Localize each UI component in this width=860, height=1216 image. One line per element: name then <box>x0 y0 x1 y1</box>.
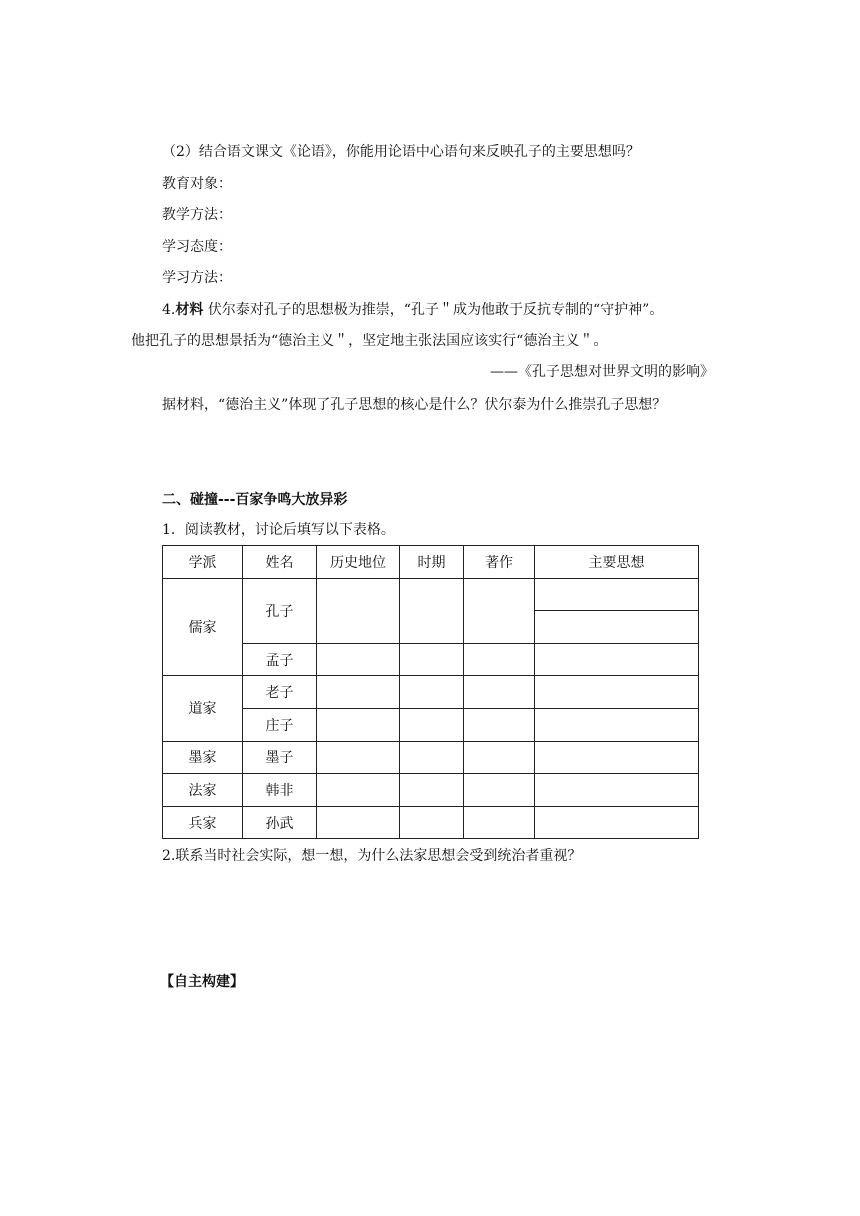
name-cell: 老子 <box>243 676 317 709</box>
table-row <box>163 774 699 807</box>
works-input-cell[interactable] <box>464 774 535 807</box>
school-cell: 道家 <box>163 676 243 741</box>
thought-input-cell[interactable] <box>535 774 699 807</box>
name-cell: 韩非 <box>243 774 317 807</box>
thought-input-cell[interactable] <box>535 676 699 709</box>
header-period: 时期 <box>400 546 464 579</box>
name-cell: 墨子 <box>243 741 317 774</box>
period-input-cell[interactable] <box>400 676 464 709</box>
section-2-title: 二、碰撞---百家争鸣大放异彩 <box>162 492 348 508</box>
name-cell: 孙武 <box>243 806 317 839</box>
header-works: 著作 <box>464 546 535 579</box>
thought-input-cell[interactable] <box>535 578 699 611</box>
thought-input-cell[interactable] <box>535 708 699 741</box>
period-input-cell[interactable] <box>400 774 464 807</box>
header-main-thought: 主要思想 <box>535 546 699 579</box>
status-input-cell[interactable] <box>317 741 400 774</box>
period-input-cell[interactable] <box>400 578 464 643</box>
material-line-2: 他把孔子的思想景括为“德治主义＂，坚定地主张法国应该实行“德治主义＂。 <box>131 333 608 349</box>
material-text-1: 伏尔泰对孔子的思想极为推崇，“孔子＂成为他敢于反抗专制的“守护神”。 <box>207 302 664 318</box>
table-row <box>163 806 699 839</box>
material-source: ——《孔子思想对世界文明的影响》 <box>490 364 714 380</box>
status-input-cell[interactable] <box>317 774 400 807</box>
school-cell: 法家 <box>163 774 243 807</box>
table-instruction: 1．阅读教材，讨论后填写以下表格。 <box>162 522 395 538</box>
item-education-target: 教育对象： <box>162 176 232 192</box>
works-input-cell[interactable] <box>464 643 535 676</box>
works-input-cell[interactable] <box>464 578 535 643</box>
question-2-text: （2）结合语文课文《论语》，你能用论语中心语句来反映孔子的主要思想吗？ <box>162 144 640 160</box>
status-input-cell[interactable] <box>317 806 400 839</box>
schools-table <box>162 545 699 839</box>
item-teaching-method: 教学方法： <box>162 207 232 223</box>
period-input-cell[interactable] <box>400 741 464 774</box>
school-cell: 儒家 <box>163 578 243 676</box>
table-row <box>163 578 699 611</box>
question-legalism: 2.联系当时社会实际，想一想，为什么法家思想会受到统治者重视？ <box>162 848 582 864</box>
status-input-cell[interactable] <box>317 676 400 709</box>
table-header-row <box>163 546 699 579</box>
table-row <box>163 741 699 774</box>
question-number: 4. <box>162 302 176 318</box>
thought-input-cell[interactable] <box>535 806 699 839</box>
thought-input-cell[interactable] <box>535 611 699 644</box>
works-input-cell[interactable] <box>464 708 535 741</box>
works-input-cell[interactable] <box>464 741 535 774</box>
material-label: 材料 <box>175 302 204 318</box>
status-input-cell[interactable] <box>317 578 400 643</box>
table-row <box>163 643 699 676</box>
school-cell: 墨家 <box>163 741 243 774</box>
works-input-cell[interactable] <box>464 806 535 839</box>
status-input-cell[interactable] <box>317 643 400 676</box>
header-school: 学派 <box>163 546 243 579</box>
name-cell: 孟子 <box>243 643 317 676</box>
thought-input-cell[interactable] <box>535 643 699 676</box>
material-question: 据材料，“德治主义”体现了孔子思想的核心是什么？伏尔泰为什么推崇孔子思想？ <box>162 397 667 413</box>
item-learning-method: 学习方法： <box>162 270 232 286</box>
period-input-cell[interactable] <box>400 708 464 741</box>
section-3-title: 【自主构建】 <box>160 974 244 990</box>
period-input-cell[interactable] <box>400 643 464 676</box>
header-status: 历史地位 <box>317 546 400 579</box>
item-learning-attitude: 学习态度： <box>162 239 232 255</box>
thought-input-cell[interactable] <box>535 741 699 774</box>
table-row <box>163 676 699 709</box>
works-input-cell[interactable] <box>464 676 535 709</box>
table-row <box>163 708 699 741</box>
header-name: 姓名 <box>243 546 317 579</box>
name-cell: 庄子 <box>243 708 317 741</box>
name-cell: 孔子 <box>243 578 317 643</box>
period-input-cell[interactable] <box>400 806 464 839</box>
school-cell: 兵家 <box>163 806 243 839</box>
material-line-1 <box>162 300 663 320</box>
status-input-cell[interactable] <box>317 708 400 741</box>
